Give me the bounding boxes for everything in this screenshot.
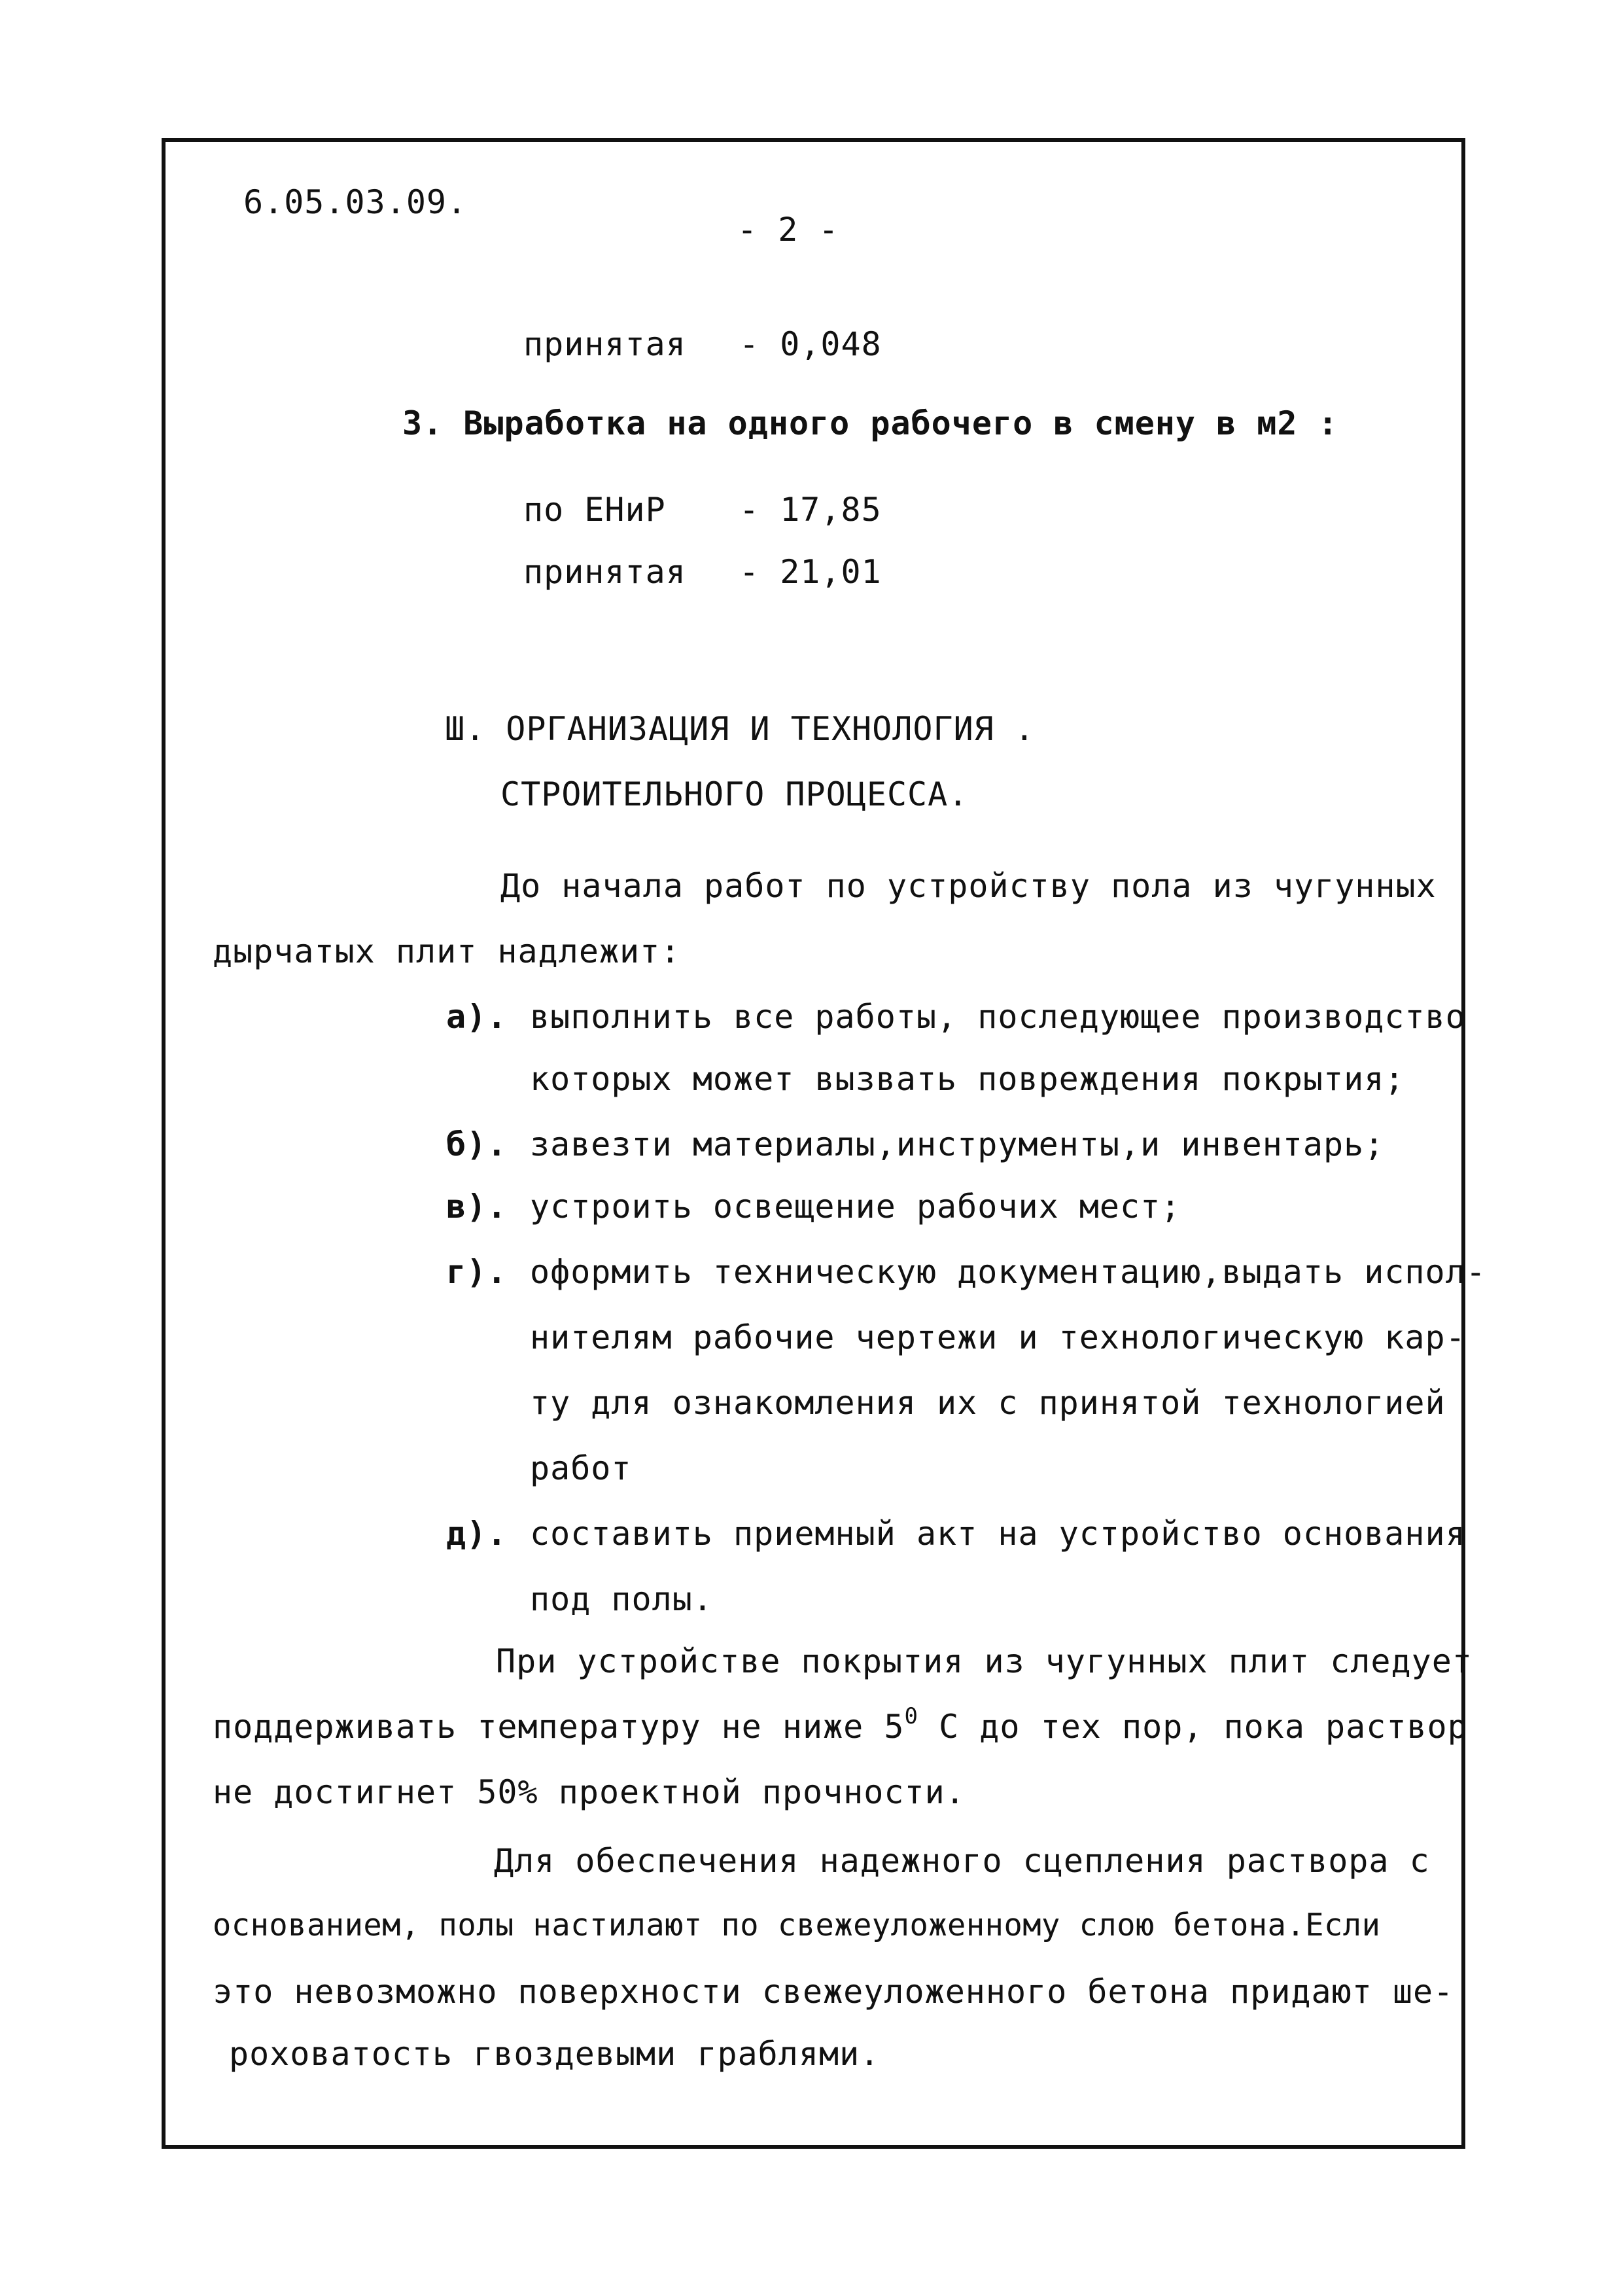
para3-line-2: основанием, полы настилают по свежеуложенному слою бетона.Если: [213, 1907, 1381, 1943]
superscript-degree: 0: [904, 1703, 918, 1729]
accepted-value-2: - 21,01: [739, 553, 882, 591]
intro-line-1: До начала работ по устройству пола из чугунных: [500, 867, 1437, 905]
list-marker-g: г).: [446, 1253, 508, 1291]
list-a-line-2: которых может вызвать повреждения покрытия;: [530, 1060, 1405, 1098]
enir-value: - 17,85: [739, 491, 882, 529]
accepted-value-1: - 0,048: [739, 325, 882, 363]
para3-line-4: роховатость гвоздевыми граблями.: [229, 2035, 881, 2073]
enir-label: по ЕНиР: [523, 491, 666, 529]
document-code: 6.05.03.09.: [243, 183, 468, 221]
list-g-line-2: нителям рабочие чертежи и технологическую кар-: [530, 1318, 1466, 1356]
para3-line-3: это невозможно поверхности свежеуложенного бетона придают ше-: [213, 1973, 1454, 2011]
list-g-line-4: работ: [530, 1449, 632, 1487]
para2-line-3: не достигнет 50% проектной прочности.: [213, 1773, 966, 1811]
para2-line-1: При устройстве покрытия из чугунных плит следует: [496, 1642, 1473, 1680]
list-b-line-1: завезти материалы,инструменты,и инвентарь;: [530, 1125, 1385, 1163]
accepted-label-1: принятая: [523, 325, 686, 363]
list-marker-v: в).: [446, 1188, 508, 1226]
list-marker-a: а).: [446, 998, 508, 1036]
list-d-line-1: составить приемный акт на устройство основания: [530, 1515, 1466, 1553]
para3-line-1: Для обеспечения надежного сцепления раствора с: [494, 1842, 1430, 1880]
list-a-line-1: выполнить все работы, последующее производство: [530, 998, 1466, 1036]
output-item-3: 3. Выработка на одного рабочего в смену в м2 :: [402, 404, 1338, 442]
intro-line-2: дырчатых плит надлежит:: [213, 932, 681, 970]
list-d-line-2: под полы.: [530, 1580, 713, 1618]
list-v-line-1: устроить освещение рабочих мест;: [530, 1188, 1181, 1226]
para2-line-2: поддерживать температуру не ниже $5^0$ С до тех пор, пока раствор: [213, 1703, 1468, 1746]
list-g-line-1: оформить техническую документацию,выдать испол-: [530, 1253, 1486, 1291]
list-marker-b: б).: [446, 1125, 508, 1163]
list-g-line-3: ту для ознакомления их с принятой технологией: [530, 1384, 1446, 1422]
section-title-line2: СТРОИТЕЛЬНОГО ПРОЦЕССА.: [500, 775, 969, 813]
list-marker-d: д).: [446, 1515, 508, 1553]
accepted-label-2: принятая: [523, 553, 686, 591]
page-number: - 2 -: [737, 211, 839, 249]
section-title-line1: Ш. ОРГАНИЗАЦИЯ И ТЕХНОЛОГИЯ .: [445, 710, 1035, 748]
